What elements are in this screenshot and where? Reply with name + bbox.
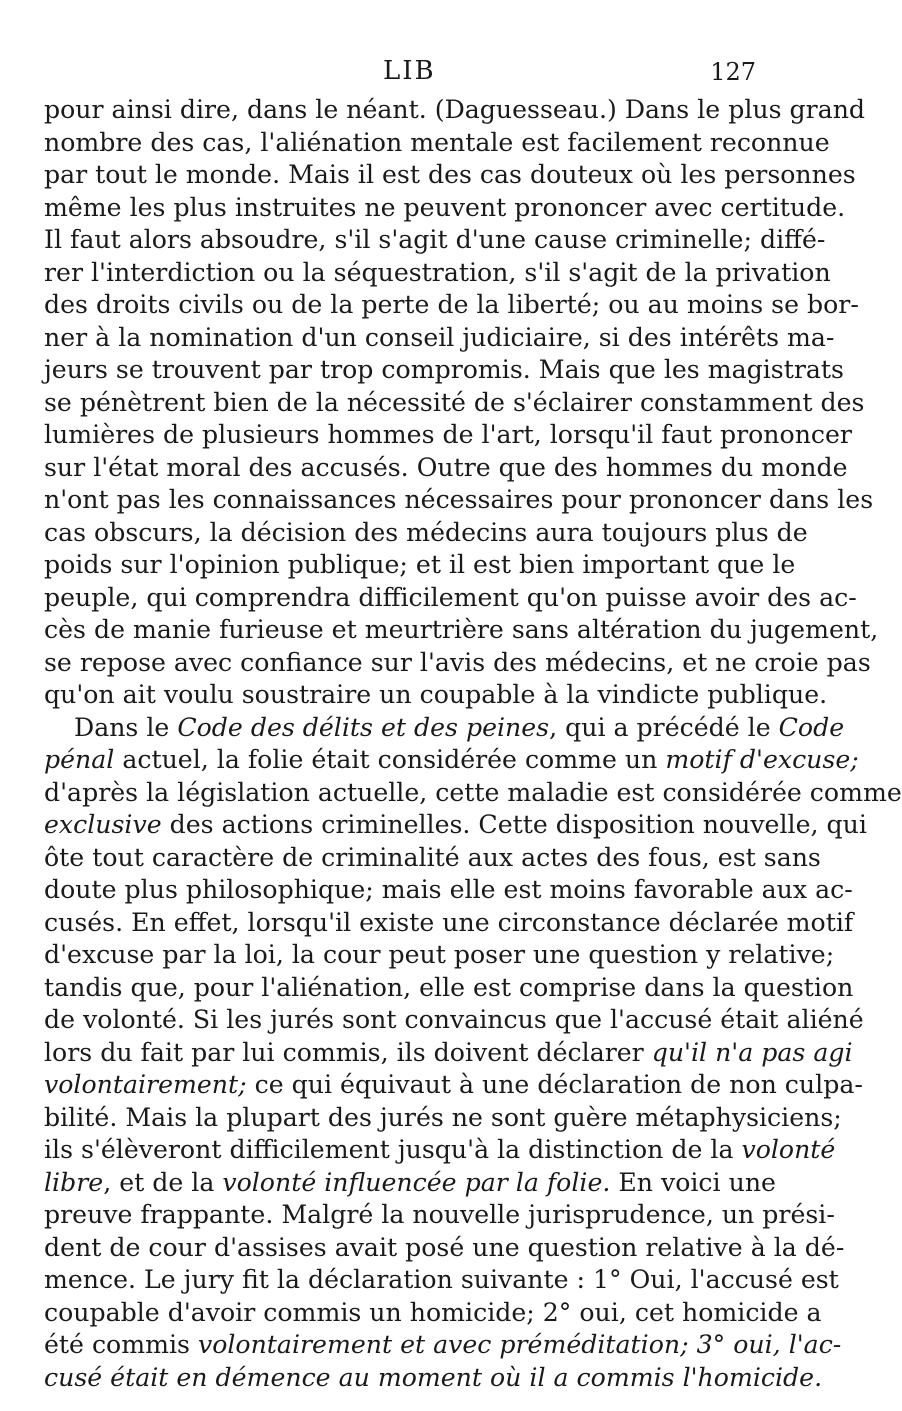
text-segment: cas obscurs, la décision des médecins aura toujours plus de	[44, 517, 808, 547]
text-segment: de volonté. Si les jurés sont convaincus que l'accusé était aliéné	[44, 1005, 864, 1034]
italic-text: motif d'excuse;	[665, 745, 859, 774]
italic-text: volonté influencée par la folie.	[222, 1167, 611, 1197]
text-line	[44, 159, 856, 192]
text-line	[44, 1232, 845, 1265]
text-line	[44, 1004, 864, 1037]
text-segment: pour ainsi dire, dans le néant. (Daguesseau.) Dans le plus grand	[44, 95, 866, 124]
text-segment: , et de la	[103, 1167, 223, 1197]
text-segment: d'excuse par la loi, la cour peut poser une question y relative;	[44, 940, 835, 969]
text-line	[44, 972, 854, 1005]
text-segment: nombre des cas, l'aliénation mentale est facilement reconnue	[44, 127, 830, 157]
text-line	[44, 1167, 776, 1200]
text-segment: sur l'état moral des accusés. Outre que des hommes du monde	[44, 452, 848, 482]
text-line	[44, 874, 853, 907]
text-line	[44, 777, 902, 810]
text-line	[44, 614, 879, 647]
text-segment: Dans le	[74, 712, 178, 742]
text-segment: été commis	[44, 1330, 198, 1359]
text-segment: se pénètrent bien de la nécessité de s'éclairer constamment des	[44, 387, 865, 417]
text-line	[44, 679, 828, 712]
text-line	[44, 842, 821, 875]
text-line	[44, 1297, 822, 1330]
text-segment: tandis que, pour l'aliénation, elle est comprise dans la question	[44, 972, 854, 1002]
text-line	[44, 907, 854, 940]
running-head-word: LIB	[383, 56, 436, 86]
text-segment: , qui a précédé le	[549, 712, 779, 742]
text-segment: ils s'élèveront difficilement jusqu'à la distinction de la	[44, 1135, 742, 1164]
text-line	[44, 647, 871, 680]
text-line	[44, 582, 857, 615]
italic-text: exclusive	[44, 810, 162, 839]
italic-text: pénal	[44, 745, 115, 774]
text-segment: lors du fait par lui commis, ils doivent déclarer	[44, 1037, 652, 1067]
text-segment: bilité. Mais la plupart des jurés ne sont guère métaphysiciens;	[44, 1102, 842, 1132]
text-line	[44, 1362, 823, 1395]
text-segment: cès de manie furieuse et meurtrière sans altération du jugement,	[44, 615, 879, 644]
text-line	[44, 1134, 836, 1167]
italic-text: libre	[44, 1167, 104, 1197]
text-line	[44, 127, 830, 160]
text-line	[44, 1069, 863, 1102]
text-segment: poids sur l'opinion publique; et il est bien important que le	[44, 550, 796, 579]
text-segment: des droits civils ou de la perte de la liberté; ou au moins se bor-	[44, 290, 859, 319]
text-segment: En voici une	[610, 1167, 776, 1197]
text-line	[44, 387, 865, 420]
text-line	[44, 939, 835, 972]
running-head	[0, 56, 800, 92]
text-segment: coupable d'avoir commis un homicide; 2° oui, cet homicide a	[44, 1297, 822, 1327]
text-segment: doute plus philosophique; mais elle est moins favorable aux ac-	[44, 875, 853, 904]
text-segment: mence. Le jury fit la déclaration suivante : 1° Oui, l'accusé est	[44, 1265, 839, 1294]
text-line	[44, 452, 848, 485]
text-segment: des actions criminelles. Cette disposition nouvelle, qui	[161, 810, 867, 839]
text-line	[44, 1037, 853, 1070]
italic-text: volonté	[741, 1135, 836, 1164]
text-segment: par tout le monde. Mais il est des cas douteux où les personnes	[44, 160, 856, 189]
text-line	[44, 1264, 839, 1297]
text-segment: rer l'interdiction ou la séquestration, s'il s'agit de la privation	[44, 257, 831, 287]
text-segment: ôte tout caractère de criminalité aux actes des fous, est sans	[44, 842, 821, 872]
text-segment: jeurs se trouvent par trop compromis. Mais que les magistrats	[44, 355, 844, 384]
text-segment: Il faut alors absoudre, s'il s'agit d'une cause criminelle; diffé-	[44, 225, 826, 254]
text-segment: d'après la législation actuelle, cette maladie est considérée comme	[44, 777, 902, 807]
italic-text: volontairement et avec préméditation; 3° oui, l'ac-	[197, 1330, 842, 1359]
text-segment: qu'on ait voulu soustraire un coupable à la vindicte publique.	[44, 680, 828, 709]
text-segment: lumières de plusieurs hommes de l'art, lorsqu'il faut prononcer	[44, 420, 852, 449]
text-line	[44, 484, 874, 517]
text-segment: se repose avec confiance sur l'avis des médecins, et ne croie pas	[44, 647, 871, 677]
text-line	[44, 744, 859, 777]
italic-text: qu'il n'a pas agi	[651, 1037, 853, 1067]
text-line	[44, 192, 846, 225]
text-segment: ce qui équivaut à une déclaration de non culpa-	[246, 1070, 863, 1099]
text-line	[44, 517, 808, 550]
italic-text: cusé était en démence au moment où il a commis l'homicide.	[44, 1362, 823, 1392]
text-line	[44, 1329, 842, 1362]
text-segment: ner à la nomination d'un conseil judiciaire, si des intérêts ma-	[44, 322, 835, 352]
text-line	[44, 257, 831, 290]
text-line	[44, 1199, 835, 1232]
text-segment: peuple, qui comprendra difficilement qu'on puisse avoir des ac-	[44, 582, 857, 612]
text-line	[44, 94, 866, 127]
italic-text: Code	[778, 712, 845, 742]
text-segment: même les plus instruites ne peuvent prononcer avec certitude.	[44, 192, 846, 222]
text-line	[44, 1102, 842, 1135]
text-line	[44, 354, 844, 387]
text-segment: dent de cour d'assises avait posé une question relative à la dé-	[44, 1232, 845, 1262]
text-line	[44, 322, 835, 355]
text-segment: actuel, la folie était considérée comme un	[114, 745, 666, 774]
italic-text: volontairement;	[44, 1070, 247, 1099]
text-segment: cusés. En effet, lorsqu'il existe une circonstance déclarée motif	[44, 907, 854, 937]
text-segment: preuve frappante. Malgré la nouvelle jurisprudence, un prési-	[44, 1200, 835, 1229]
text-segment: n'ont pas les connaissances nécessaires pour prononcer dans les	[44, 485, 874, 514]
text-line	[44, 549, 796, 582]
text-line	[44, 224, 826, 257]
text-line	[44, 712, 845, 745]
body-text	[44, 94, 902, 1394]
italic-text: Code des délits et des peines	[177, 712, 550, 742]
page-number: 127	[710, 58, 756, 86]
text-line	[44, 809, 867, 842]
text-line	[44, 289, 859, 322]
text-line	[44, 419, 852, 452]
